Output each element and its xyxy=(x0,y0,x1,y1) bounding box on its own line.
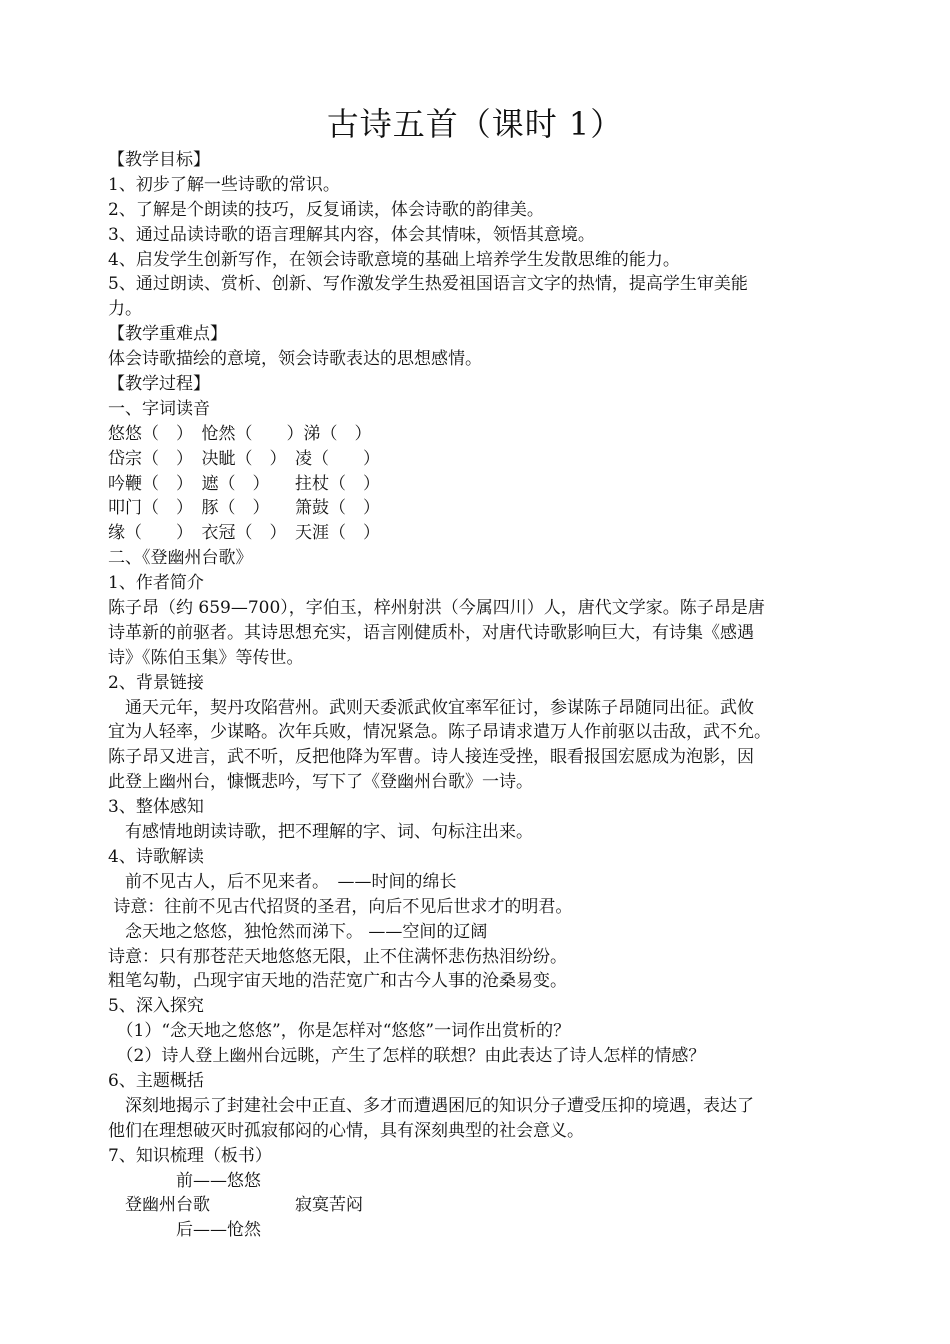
author-heading: 1、作者简介 xyxy=(108,573,204,594)
overall-text: 有感情地朗读诗歌，把不理解的字、词、句标注出来。 xyxy=(108,822,533,843)
board-heading: 7、知识梳理（板书） xyxy=(108,1145,272,1166)
pronunciation-row-3: 吟鞭（ ） 遮（ ） 拄杖（ ） xyxy=(108,473,380,494)
poem-meaning-2: 诗意：只有那苍茫天地悠悠无限，止不住满怀悲伤热泪纷纷。 xyxy=(108,946,567,967)
inquiry-question-2: （2）诗人登上幽州台远眺，产生了怎样的联想？由此表达了诗人怎样的情感？ xyxy=(108,1046,706,1067)
inquiry-question-1: （1）“念天地之悠悠”，你是怎样对“悠悠”一词作出赏析的？ xyxy=(108,1021,571,1042)
board-line-1: 前——悠悠 xyxy=(108,1170,261,1191)
theme-text-1: 深刻地揭示了封建社会中正直、多才而遭遇困厄的知识分子遭受压抑的境遇，表达了 xyxy=(108,1095,754,1116)
overall-heading: 3、整体感知 xyxy=(108,797,204,818)
document-title: 古诗五首（课时 1） xyxy=(326,105,624,143)
section-heading-key-points: 【教学重难点】 xyxy=(108,324,227,345)
document-body xyxy=(108,148,848,1243)
part-two-heading: 二、《登幽州台歌》 xyxy=(108,548,253,569)
pronunciation-row-5: 缘（ ） 衣冠（ ） 天涯（ ） xyxy=(108,523,380,544)
key-points-text: 体会诗歌描绘的意境，领会诗歌表达的思想感情。 xyxy=(108,349,482,370)
objective-3: 3、通过品读诗歌的语言理解其内容，体会其情味，领悟其意境。 xyxy=(108,224,595,245)
pronunciation-row-2: 岱宗（ ） 决眦（ ） 凌（ ） xyxy=(108,448,380,469)
background-heading: 2、背景链接 xyxy=(108,672,204,693)
board-line-3: 后——怆然 xyxy=(108,1220,261,1241)
pronunciation-row-4: 叩门（ ） 豚（ ） 箫鼓（ ） xyxy=(108,498,380,519)
objective-5: 5、通过朗读、赏析、创新、写作激发学生热爱祖国语言文字的热情，提高学生审美能 xyxy=(108,274,748,295)
objective-1: 1、初步了解一些诗歌的常识。 xyxy=(108,174,340,195)
objective-4: 4、启发学生创新写作，在领会诗歌意境的基础上培养学生发散思维的能力。 xyxy=(108,249,680,270)
background-text-1: 通天元年，契丹攻陷营州。武则天委派武攸宜率军征讨，参谋陈子昂随同出征。武攸 xyxy=(108,697,754,718)
theme-text-2: 他们在理想破灭时孤寂郁闷的心情，具有深刻典型的社会意义。 xyxy=(108,1120,584,1141)
author-text-2: 诗革新的前驱者。其诗思想充实，语言刚健质朴，对唐代诗歌影响巨大，有诗集《感遇 xyxy=(108,622,754,643)
objective-2: 2、了解是个朗读的技巧，反复诵读，体会诗歌的韵律美。 xyxy=(108,199,544,220)
background-text-4: 此登上幽州台，慷慨悲吟，写下了《登幽州台歌》一诗。 xyxy=(108,772,533,793)
author-text-1: 陈子昂（约 659—700），字伯玉，梓州射洪（今属四川）人，唐代文学家。陈子昂是唐 xyxy=(108,598,765,619)
part-one-heading: 一、字词读音 xyxy=(108,398,210,419)
interpretation-heading: 4、诗歌解读 xyxy=(108,846,204,867)
inquiry-heading: 5、深入探究 xyxy=(108,996,204,1017)
author-text-3: 诗》《陈伯玉集》等传世。 xyxy=(108,647,304,668)
poem-summary: 粗笔勾勒，凸现宇宙天地的浩茫宽广和古今人事的沧桑易变。 xyxy=(108,971,567,992)
poem-line-2: 念天地之悠悠，独怆然而涕下。 ——空间的辽阔 xyxy=(108,921,488,942)
section-heading-objectives: 【教学目标】 xyxy=(108,150,210,170)
objective-5-cont: 力。 xyxy=(108,299,142,320)
background-text-3: 陈子昂又进言，武不听，反把他降为军曹。诗人接连受挫，眼看报国宏愿成为泡影，因 xyxy=(108,747,754,768)
poem-meaning-1: 诗意：往前不见古代招贤的圣君，向后不见后世求才的明君。 xyxy=(108,896,573,917)
section-heading-process: 【教学过程】 xyxy=(108,374,210,395)
board-line-2: 登幽州台歌 寂寞苦闷 xyxy=(108,1195,363,1216)
background-text-2: 宜为人轻率，少谋略。次年兵败，情况紧急。陈子昂请求遣万人作前驱以击敌，武不允。 xyxy=(108,722,771,743)
theme-heading: 6、主题概括 xyxy=(108,1070,204,1091)
pronunciation-row-1: 悠悠（ ） 怆然（ ）涕（ ） xyxy=(108,423,372,444)
poem-line-1: 前不见古人，后不见来者。 ——时间的绵长 xyxy=(108,871,457,892)
